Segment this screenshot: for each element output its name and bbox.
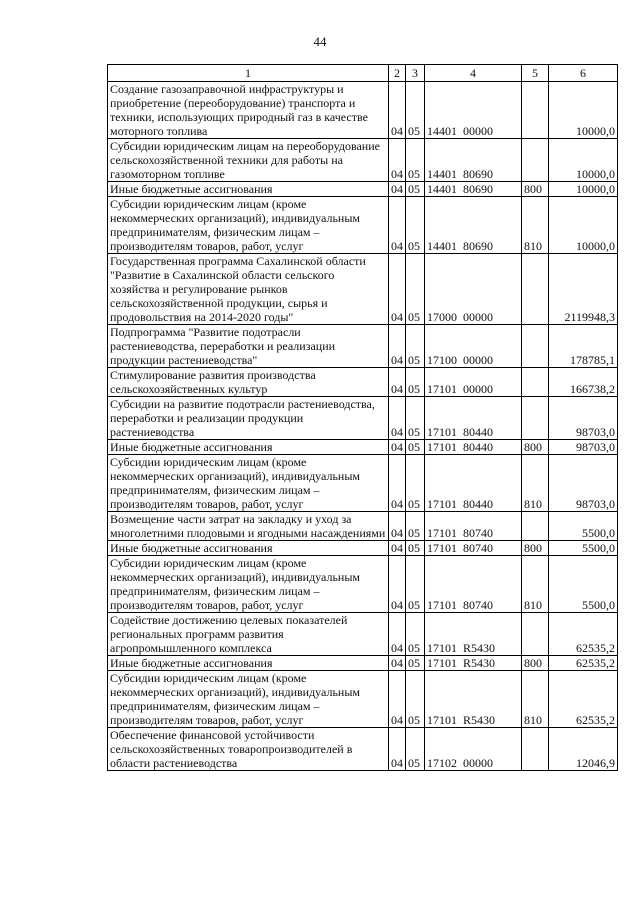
row-section-cell: 04 [389,440,406,455]
row-subsection-cell: 05 [406,182,425,197]
row-amount-cell: 10000,0 [549,82,618,139]
row-target-article-cell: 17101 R5430 [425,671,522,728]
row-subsection-cell: 05 [406,254,425,325]
row-section-cell: 04 [389,455,406,512]
table-row [108,440,618,455]
row-section-cell: 04 [389,82,406,139]
row-expense-type-cell: 810 [522,671,549,728]
row-expense-type-cell [522,368,549,397]
header-col-4: 4 [425,65,522,82]
row-target-article-cell: 17102 00000 [425,728,522,771]
row-name-cell: Иные бюджетные ассигнования [108,541,389,556]
table-row [108,397,618,440]
header-col-6: 6 [549,65,618,82]
row-name-cell: Возмещение части затрат на закладку и уход за многолетними плодовыми и ягодными насаждениями [108,512,389,541]
row-amount-cell: 5500,0 [549,541,618,556]
header-col-5: 5 [522,65,549,82]
row-name-cell: Обеспечение финансовой устойчивости сельскохозяйственных товаропроизводителей в области растениеводства [108,728,389,771]
row-target-article-cell: 14401 00000 [425,82,522,139]
row-target-article-cell: 17101 R5430 [425,656,522,671]
row-expense-type-cell [522,254,549,325]
row-section-cell: 04 [389,556,406,613]
table-row [108,512,618,541]
row-section-cell: 04 [389,397,406,440]
table-row [108,82,618,139]
header-col-2: 2 [389,65,406,82]
row-expense-type-cell [522,728,549,771]
table-row [108,197,618,254]
row-target-article-cell: 17101 80740 [425,556,522,613]
row-section-cell: 04 [389,512,406,541]
row-target-article-cell: 17101 R5430 [425,613,522,656]
row-name-cell: Иные бюджетные ассигнования [108,440,389,455]
row-name-cell: Иные бюджетные ассигнования [108,656,389,671]
row-section-cell: 04 [389,541,406,556]
row-subsection-cell: 05 [406,397,425,440]
row-name-cell: Создание газозаправочной инфраструктуры и приобретение (переоборудование) транспорта и техники, использующих природный газ в качестве моторного топлива [108,82,389,139]
row-expense-type-cell: 810 [522,556,549,613]
row-expense-type-cell: 800 [522,541,549,556]
row-expense-type-cell: 810 [522,197,549,254]
row-subsection-cell: 05 [406,368,425,397]
row-target-article-cell: 17101 80740 [425,541,522,556]
row-subsection-cell: 05 [406,728,425,771]
row-target-article-cell: 17101 80440 [425,440,522,455]
row-amount-cell: 98703,0 [549,440,618,455]
row-section-cell: 04 [389,139,406,182]
row-target-article-cell: 17000 00000 [425,254,522,325]
row-expense-type-cell: 810 [522,455,549,512]
row-target-article-cell: 17100 00000 [425,325,522,368]
row-amount-cell: 5500,0 [549,556,618,613]
row-section-cell: 04 [389,368,406,397]
row-subsection-cell: 05 [406,139,425,182]
row-subsection-cell: 05 [406,455,425,512]
header-col-1: 1 [108,65,389,82]
row-expense-type-cell [522,325,549,368]
row-name-cell: Подпрограмма "Развитие подотрасли растениеводства, переработки и реализации продукции растениеводства" [108,325,389,368]
row-amount-cell: 62535,2 [549,656,618,671]
table-row [108,368,618,397]
row-target-article-cell: 14401 80690 [425,139,522,182]
row-expense-type-cell: 800 [522,656,549,671]
row-amount-cell: 10000,0 [549,182,618,197]
row-name-cell: Субсидии юридическим лицам (кроме некоммерческих организаций), индивидуальным предпринимателям, физическим лицам – производителям товаров, работ, услуг [108,455,389,512]
row-name-cell: Государственная программа Сахалинской области "Развитие в Сахалинской области сельского хозяйства и регулирование рынков сельскохозяйственной продукции, сырья и продовольствия на 2014-2020 годы" [108,254,389,325]
row-name-cell: Иные бюджетные ассигнования [108,182,389,197]
row-name-cell: Содействие достижению целевых показателей региональных программ развития агропромышленного комплекса [108,613,389,656]
row-section-cell: 04 [389,182,406,197]
row-subsection-cell: 05 [406,325,425,368]
row-section-cell: 04 [389,671,406,728]
row-name-cell: Стимулирование развития производства сельскохозяйственных культур [108,368,389,397]
row-section-cell: 04 [389,728,406,771]
row-subsection-cell: 05 [406,541,425,556]
row-name-cell: Субсидии юридическим лицам на переоборудование сельскохозяйственной техники для работы на газомоторном топливе [108,139,389,182]
page-number: 44 [313,34,327,49]
row-target-article-cell: 17101 80440 [425,397,522,440]
row-expense-type-cell [522,397,549,440]
row-expense-type-cell [522,613,549,656]
row-amount-cell: 178785,1 [549,325,618,368]
table-row [108,656,618,671]
table-row [108,455,618,512]
row-name-cell: Субсидии на развитие подотрасли растениеводства, переработки и реализации продукции растениеводства [108,397,389,440]
row-name-cell: Субсидии юридическим лицам (кроме некоммерческих организаций), индивидуальным предпринимателям, физическим лицам – производителям товаров, работ, услуг [108,556,389,613]
row-expense-type-cell [522,512,549,541]
row-expense-type-cell: 800 [522,440,549,455]
row-amount-cell: 98703,0 [549,455,618,512]
row-expense-type-cell [522,139,549,182]
row-section-cell: 04 [389,254,406,325]
row-amount-cell: 62535,2 [549,613,618,656]
row-name-cell: Субсидии юридическим лицам (кроме некоммерческих организаций), индивидуальным предпринимателям, физическим лицам – производителям товаров, работ, услуг [108,197,389,254]
row-section-cell: 04 [389,197,406,254]
row-name-cell: Субсидии юридическим лицам (кроме некоммерческих организаций), индивидуальным предпринимателям, физическим лицам – производителям товаров, работ, услуг [108,671,389,728]
row-amount-cell: 10000,0 [549,197,618,254]
row-target-article-cell: 14401 80690 [425,182,522,197]
row-subsection-cell: 05 [406,671,425,728]
budget-table [107,64,618,771]
row-subsection-cell: 05 [406,197,425,254]
row-subsection-cell: 05 [406,656,425,671]
table-row [108,254,618,325]
row-amount-cell: 10000,0 [549,139,618,182]
row-amount-cell: 98703,0 [549,397,618,440]
table-body [108,82,618,771]
table-row [108,613,618,656]
row-section-cell: 04 [389,613,406,656]
row-subsection-cell: 05 [406,512,425,541]
table-row [108,728,618,771]
row-amount-cell: 2119948,3 [549,254,618,325]
row-subsection-cell: 05 [406,613,425,656]
row-section-cell: 04 [389,656,406,671]
table-row [108,325,618,368]
row-target-article-cell: 17101 00000 [425,368,522,397]
row-target-article-cell: 14401 80690 [425,197,522,254]
row-section-cell: 04 [389,325,406,368]
row-target-article-cell: 17101 80440 [425,455,522,512]
row-amount-cell: 12046,9 [549,728,618,771]
row-expense-type-cell: 800 [522,182,549,197]
table-row [108,671,618,728]
row-subsection-cell: 05 [406,82,425,139]
table-row [108,556,618,613]
table-row [108,541,618,556]
row-amount-cell: 62535,2 [549,671,618,728]
row-expense-type-cell [522,82,549,139]
row-amount-cell: 5500,0 [549,512,618,541]
row-target-article-cell: 17101 80740 [425,512,522,541]
header-row [108,65,618,82]
table-row [108,139,618,182]
row-subsection-cell: 05 [406,440,425,455]
header-col-3: 3 [406,65,425,82]
row-amount-cell: 166738,2 [549,368,618,397]
table-row [108,182,618,197]
row-subsection-cell: 05 [406,556,425,613]
